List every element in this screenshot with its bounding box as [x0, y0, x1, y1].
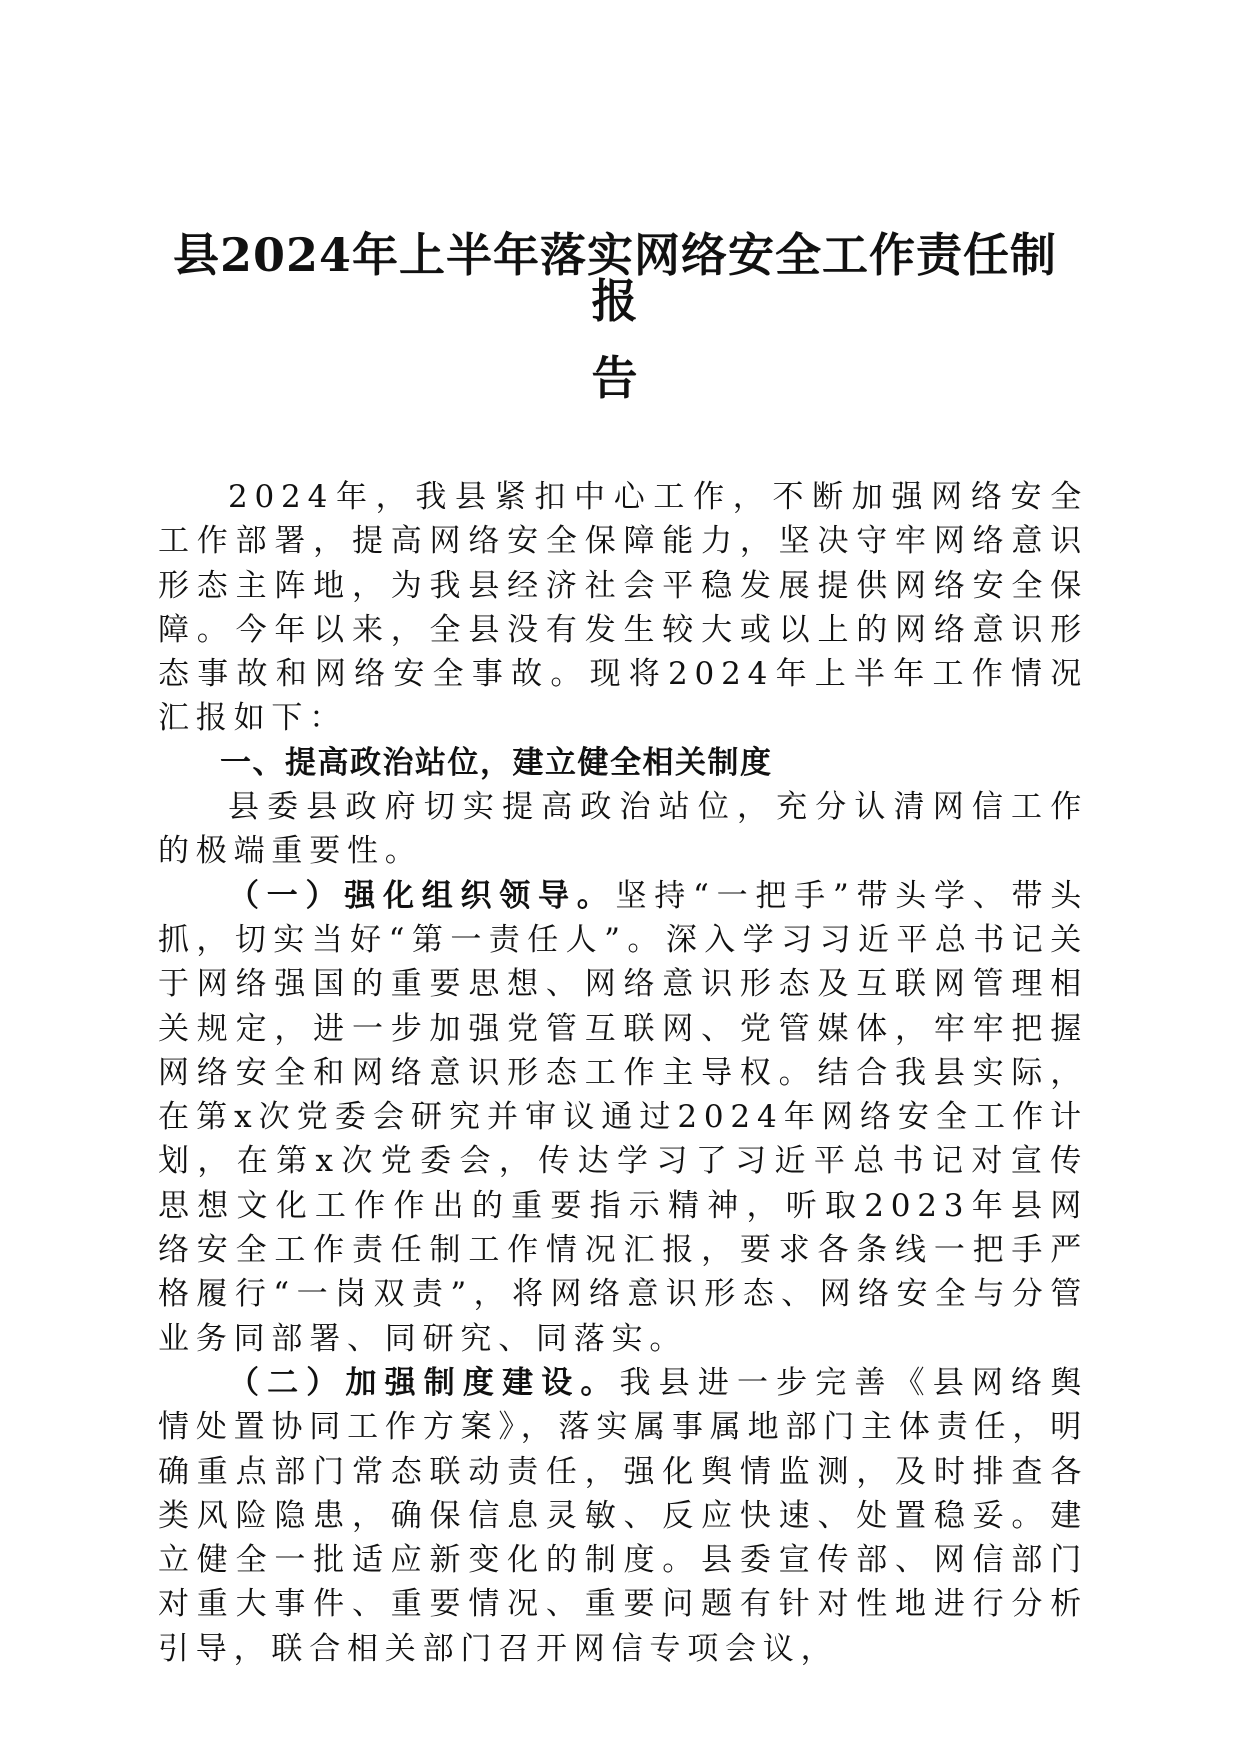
- section-1-heading: 一、提高政治站位，建立健全相关制度: [220, 744, 773, 781]
- section-1-item-2-paragraph: [158, 1361, 1088, 1671]
- document-body: [158, 475, 1088, 1671]
- document-title-line-1: 县2024年上半年落实网络安全工作责任制报: [172, 228, 1058, 328]
- item-1-lead: （一）强化组织领导。: [228, 877, 616, 914]
- intro-paragraph: 2024年，我县紧扣中心工作，不断加强网络安全工作部署，提高网络安全保障能力，坚决守牢网络意识形态主阵地，为我县经济社会平稳发展提供网络安全保障。今年以来，全县没有发生较大或以上的网络意识形态事故和网络安全事故。现将2024年上半年工作情况汇报如下：: [158, 479, 1088, 737]
- section-1-item-1-paragraph: [158, 874, 1088, 1361]
- item-1-text: 坚持“一把手”带头学、带头抓，切实当好“第一责任人”。深入学习习近平总书记关于网络强国的重要思想、网络意识形态及互联网管理相关规定，进一步加强党管互联网、党管媒体，牢牢把握网络安全和网络意识形态工作主导权。结合我县实际，在第x次党委会研究并审议通过2024年网络安全工作计划，在第x次党委会，传达学习了习近平总书记对宣传思想文化工作作出的重要指示精神，听取2023年县网络安全工作责任制工作情况汇报，要求各条线一把手严格履行“一岗双责”，将网络意识形态、网络安全与分管业务同部署、同研究、同落实。: [158, 877, 1088, 1357]
- item-2-lead: （二）加强制度建设。: [228, 1364, 620, 1401]
- item-2-text: 我县进一步完善《县网络舆情处置协同工作方案》，落实属事属地部门主体责任，明确重点部门常态联动责任，强化舆情监测，及时排查各类风险隐患，确保信息灵敏、反应快速、处置稳妥。建立健全一批适应新变化的制度。县委宣传部、网信部门对重大事件、重要情况、重要问题有针对性地进行分析引导，联合相关部门召开网信专项会议，: [158, 1364, 1089, 1667]
- section-1-intro-paragraph: 县委县政府切实提高政治站位，充分认清网信工作的极端重要性。: [158, 789, 1088, 870]
- document-title-line-2: 告: [591, 351, 639, 405]
